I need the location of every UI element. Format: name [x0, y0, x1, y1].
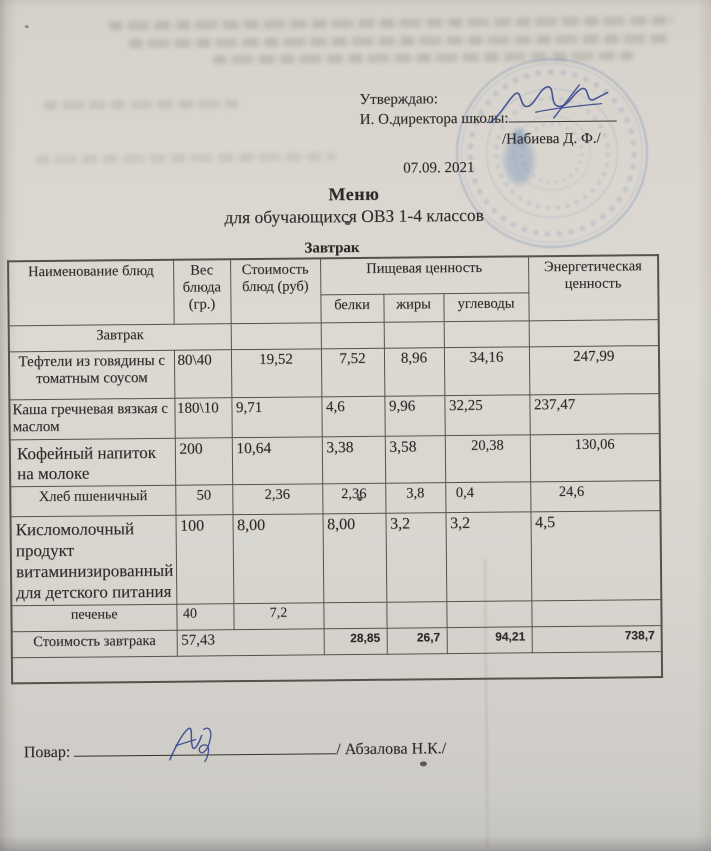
col-header-fat: жиры	[383, 293, 443, 322]
cell-cost: 10,64	[232, 436, 322, 484]
cell-energy: 4,5	[531, 510, 662, 600]
dish-row	[9, 393, 659, 439]
cell-energy	[531, 599, 661, 626]
approve-label: Утверждаю:	[359, 91, 438, 108]
page-title: Меню	[328, 183, 380, 205]
dish-row	[11, 510, 662, 605]
empty-cell	[321, 322, 384, 349]
total-cost: 57,43	[177, 628, 324, 655]
cell-fat: 3,2	[385, 512, 446, 602]
cell-protein: 2,36	[322, 483, 385, 514]
cell-weight: 180\10	[174, 397, 231, 438]
meal-section-title: Завтрак	[304, 239, 360, 257]
cell-weight: 80\40	[174, 349, 231, 398]
cell-cost: 2,36	[232, 483, 322, 514]
cell-energy: 24,6	[530, 480, 660, 511]
total-protein: 28,85	[324, 628, 387, 655]
cell-weight: 200	[175, 437, 232, 485]
bleedthrough-line	[36, 152, 336, 164]
cell-carbs: 32,25	[444, 394, 529, 435]
cell-energy: 130,06	[530, 433, 660, 481]
cell-protein: 7,52	[321, 348, 384, 397]
col-header-nutrition-group: Пищевая ценность	[320, 256, 528, 294]
total-energy: 738,7	[532, 625, 662, 652]
total-label: Стоимость завтрака	[12, 630, 177, 658]
cell-cost: 7,2	[233, 602, 323, 629]
col-header-protein: белки	[320, 294, 383, 323]
cell-dish-name: печенье	[11, 604, 176, 632]
cell-energy: 237,47	[529, 393, 659, 434]
empty-cell	[231, 322, 321, 349]
dish-row	[10, 433, 660, 486]
cell-carbs: 3,2	[445, 511, 531, 601]
cell-protein: 3,38	[322, 436, 385, 484]
cell-carbs: 0,4	[445, 481, 530, 512]
total-carbs: 94,21	[447, 626, 532, 653]
cell-carbs	[446, 600, 531, 627]
cell-carbs: 34,16	[444, 346, 529, 395]
page-subtitle: для обучающихся ОВЗ 1-4 классов	[224, 204, 484, 228]
cell-protein: 8,00	[322, 513, 386, 603]
cook-label: Повар:	[23, 743, 71, 762]
bleedthrough-line	[44, 99, 239, 110]
col-header-energy: Энергетическая ценность	[528, 255, 659, 320]
section-label: Завтрак	[9, 323, 231, 351]
cell-weight: 100	[176, 514, 234, 604]
cell-dish-name: Хлеб пшеничный	[10, 485, 175, 517]
ink-speck	[25, 25, 29, 28]
cell-dish-name: Тефтели из говядины с томатным соусом	[9, 350, 174, 400]
empty-cell	[12, 651, 662, 683]
total-fat: 26,7	[387, 627, 447, 654]
cook-signature-block	[24, 739, 447, 762]
col-header-cost: Стоимость блюд (руб)	[230, 258, 321, 323]
cell-fat: 8,96	[384, 347, 444, 396]
cell-dish-name: Каша гречневая вязкая с маслом	[9, 398, 174, 440]
cell-protein	[323, 602, 386, 629]
col-header-weight: Вес блюда (гр.)	[173, 259, 231, 324]
cell-protein: 4,6	[321, 396, 384, 437]
cell-fat: 3,8	[385, 482, 445, 513]
cell-fat	[386, 601, 446, 628]
dish-row	[9, 345, 659, 399]
table-header-row	[8, 255, 658, 297]
col-header-dish-name: Наименование блюд	[8, 260, 174, 326]
cell-cost: 19,52	[231, 348, 321, 397]
cell-energy: 247,99	[529, 345, 659, 394]
cell-fat: 9,96	[384, 395, 444, 436]
cell-dish-name: Кисломолочный продукт витаминизированный для детского питания	[11, 515, 177, 606]
cell-carbs: 20,38	[445, 434, 530, 482]
director-signature	[483, 81, 615, 128]
cell-dish-name: Кофейный напиток на молоке	[10, 438, 175, 487]
cell-fat: 3,58	[385, 435, 445, 483]
cook-name: / Абзалова Н.К./	[336, 740, 447, 759]
bleedthrough-line	[129, 34, 669, 48]
cook-signature	[162, 723, 234, 768]
ink-speck	[420, 761, 427, 766]
empty-cell	[444, 320, 529, 347]
cell-cost: 8,00	[232, 513, 323, 603]
director-name: /Набиева Д. Ф./	[501, 130, 601, 148]
cell-weight: 40	[176, 603, 233, 630]
empty-cell	[529, 319, 659, 346]
breakfast-menu-table	[7, 254, 663, 684]
empty-cell	[384, 321, 444, 348]
cell-weight: 50	[175, 484, 232, 515]
cell-cost: 9,71	[231, 396, 321, 437]
bleedthrough-line	[109, 16, 674, 30]
approval-date: 07.09. 2021	[403, 159, 475, 177]
director-label: И. О.директора школы:	[359, 110, 509, 128]
empty-row	[12, 651, 662, 683]
col-header-carbs: углеводы	[443, 292, 528, 321]
